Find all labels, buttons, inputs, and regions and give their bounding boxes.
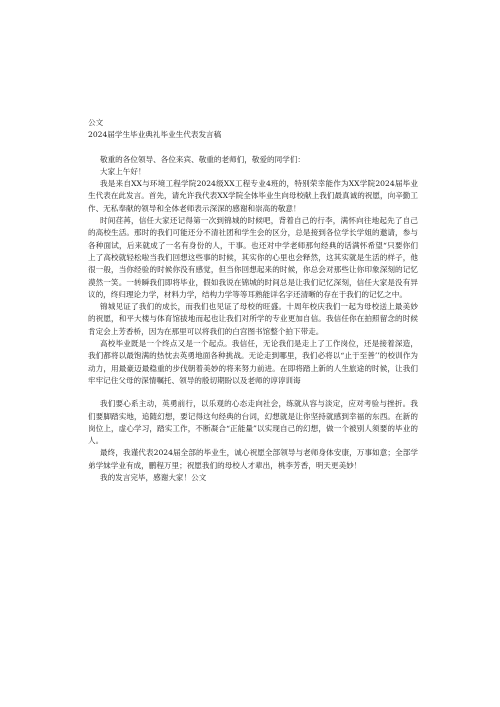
body-paragraph: 锦城见证了我们的成长，而我们也见证了母校的旺盛。十周年校庆我们一起为母校送上最美妙的祝愿，和平大楼与体育馆拔地而起也让我们对所学的专业更加自信。我信任你在拍照留念的时候肯定会上芳香桥，因为在那里可以将我们的白宫图书馆整个拍下带走。	[88, 302, 418, 336]
body-paragraph: 我们要心系主动，英勇前行，以乐观的心态走向社会，练就从容与淡定，应对考验与挫折。我们要脚踏实地，追随幻想，要记得这句经典的台词，幻想就是让你坚持就感到幸福的东西。在新的岗位上，虚心学习，踏实工作，不断凝合“正能量”以实现自己的幻想，做一个被别人须要的毕业的人。	[88, 399, 418, 446]
body-paragraph: 最终，我谨代表2024届全部的毕业生，诚心祝愿全部领导与老师身体安康，万事如意；全部学弟学妹学业有成，鹏程万里；祝愿我们的母校人才辈出，桃李芳香，明天更美妙！	[88, 448, 418, 470]
salutation-line: 大家上午好！	[100, 166, 146, 176]
document-page	[88, 117, 418, 484]
document-title: 2024届学生毕业典礼毕业生代表发言稿	[88, 130, 222, 140]
body-paragraph: 我是来自XX与环境工程学院2024级XX工程专业4班的，特别荣幸能作为XX学院2024届毕业生代表在此发言。首先，请允许我代表XX学院全体毕业生向母校献上我们最真诚的祝愿，向辛勤工作、无私奉献的领导和全体老师表示深深的感谢和崇高的敬意！	[88, 179, 418, 213]
closing-line: 我的发言完毕，感谢大家！公文	[100, 473, 207, 483]
header-tag: 公文	[88, 118, 104, 127]
body-paragraph: 时间荏苒，信任大家还记得第一次到锦城的时候吧，背着自己的行李，满怀向往地起先了自己的高校生活。那时的我们可能还分不清社团和学生会的区分，总是接到各位学长学姐的邀请，参与各种面试，后来就成了一名有身份的人，干事。也还对中学老师那句经典的话满怀希望“只要你们上了高校就轻松啦当我们回想这些事的时候，其实你的心里也会释然，这其实就是生活的样子，他很一般，当你经验的时候你没有感觉，但当你回想起来的时候，你总会对那些让你印象深刻的记忆漠然一笑。一转瞬我们即将毕业，假如我说在锦城的时间总是让我们记忆深刻，信任大家是没有异议的，终归理论力学，材料力学，结构力学等等耳熟能详名字还清晰的存在于我们的记忆之中。	[88, 216, 418, 299]
paragraph-gap	[88, 387, 418, 398]
body-paragraph: 高校毕业既是一个终点又是一个起点。我信任，无论我们是走上了工作岗位，还是接着深造，我们都将以最饱满的热忱去英勇地面各种挑战。无论走到哪里，我们必将以“止于至善’’的校训作为动力，用最豪迈最稳重的步伐朝着美妙的将来努力前进。在即将踏上新的人生旅途的时候，让我们牢牢记住父母的深情嘱托、领导的殷切期盼以及老师的谆谆训诲	[88, 339, 418, 385]
greeting-line: 敬重的各位领导、各位来宾、敬重的老师们，敬爱的同学们：	[100, 154, 306, 164]
